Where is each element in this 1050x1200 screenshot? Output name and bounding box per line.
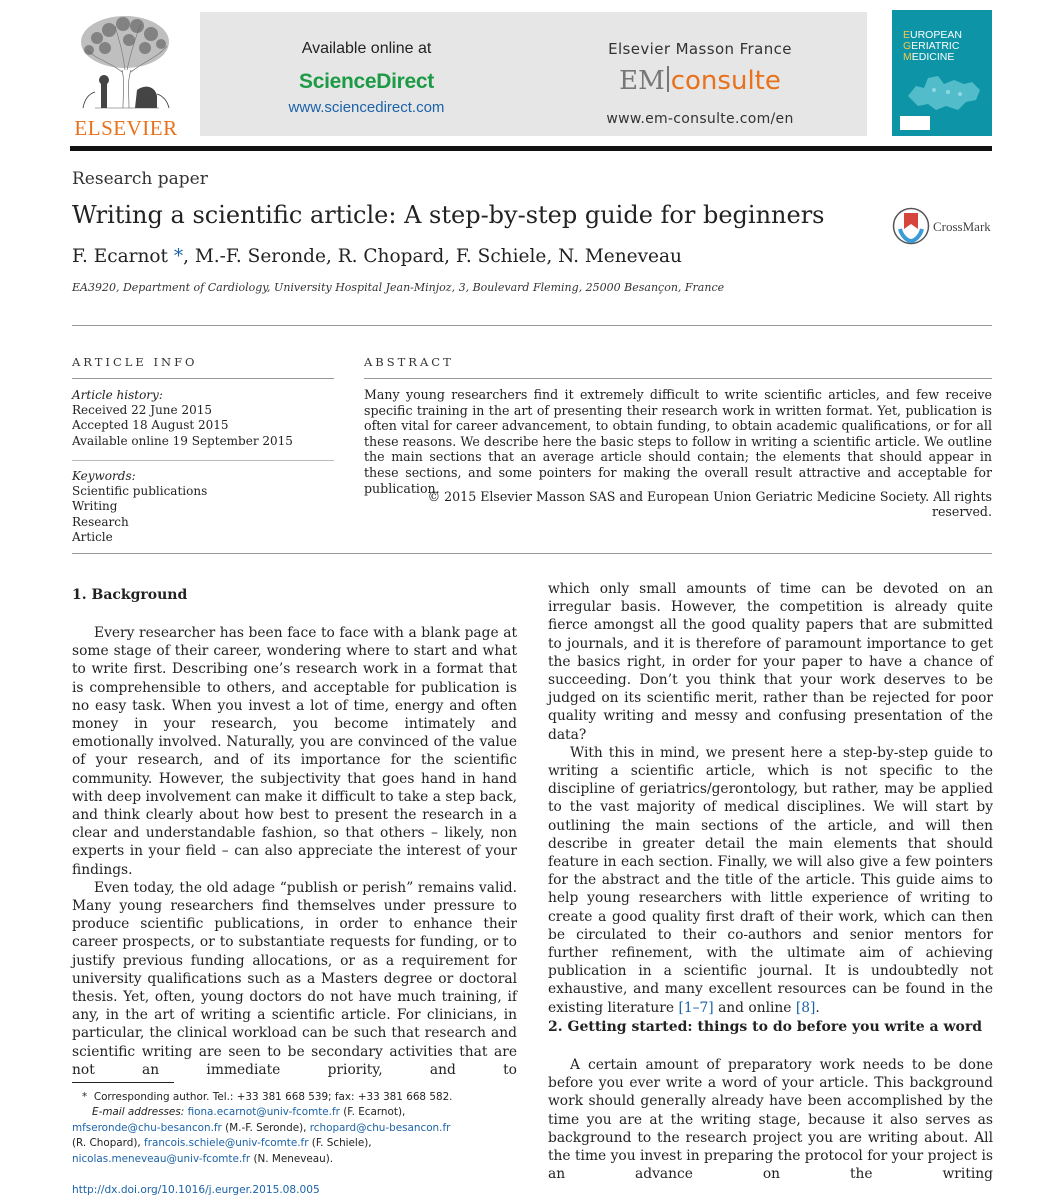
sciencedirect-logo[interactable]: ScienceDirect	[298, 70, 434, 93]
em-consulte-link[interactable]: www.em-consulte.com/en	[606, 111, 794, 127]
journal-cover[interactable]	[892, 10, 992, 136]
crossmark-label: CrossMark	[933, 219, 991, 234]
email-line	[72, 1136, 522, 1151]
email-owner: (M.-F. Seronde),	[225, 1121, 307, 1134]
citation-link[interactable]: [1–7]	[678, 999, 714, 1016]
available-date: Available online 19 September 2015	[72, 433, 293, 448]
abstract-heading: ABSTRACT	[364, 355, 454, 369]
email-owner: (F. Ecarnot),	[343, 1106, 406, 1119]
email-link[interactable]: nicolas.meneveau@univ-fcomte.fr	[72, 1152, 251, 1165]
keyword-item: Research	[72, 514, 129, 529]
em-logo-divider	[667, 66, 669, 92]
copyright-notice: © 2015 Elsevier Masson SAS and European Union Geriatric Medicine Society. All rights reserved.	[427, 489, 992, 519]
elsevier-logo	[70, 12, 182, 142]
em-logo-left: EM	[619, 66, 665, 96]
crossmark-icon	[892, 207, 930, 245]
email-label: E-mail addresses:	[92, 1106, 185, 1119]
cover-publisher-logo	[900, 116, 930, 130]
title-rule	[72, 325, 992, 326]
header-rule	[70, 146, 992, 151]
sciencedirect-block	[200, 12, 533, 136]
abstract-rule	[364, 378, 992, 379]
keyword-item: Article	[72, 529, 113, 544]
footnote	[72, 1090, 522, 1167]
history-label: Article history:	[72, 388, 163, 402]
body-paragraph	[548, 744, 993, 1017]
email-owner: (N. Meneveau).	[253, 1152, 334, 1165]
keywords-rule	[72, 460, 334, 461]
email-link[interactable]: francois.schiele@univ-fcomte.fr	[144, 1137, 309, 1150]
europe-map-icon	[898, 66, 986, 114]
em-consulte-block	[533, 12, 867, 136]
keywords	[72, 469, 207, 545]
abstract-bottom-rule	[72, 553, 992, 554]
body-paragraph-join: and online	[718, 999, 792, 1016]
section2-body	[548, 1056, 993, 1200]
cover-title-l2b: ERIATRIC	[911, 40, 960, 52]
email-link[interactable]: mfseronde@chu-besancon.fr	[72, 1121, 222, 1134]
affiliation: EA3920, Department of Cardiology, University Hospital Jean-Minjoz, 3, Boulevard Fleming, 25000 Besançon, France	[72, 281, 725, 294]
footnote-marker: *	[82, 1091, 88, 1103]
body-paragraph-text: With this in mind, we present here a step-by-step guide to writing a scientific article, which is not specific to the discipline of geriatrics/gerontology, but rather, may be applied to the vast majority of medical disciplines. We will start by outlining the main sections of the article, and will then describe in greater detail the main elements that should feature in each section. Finally, we will also give a few pointers for the abstract and the title of the article. This guide aims to help young researchers with little experience of writing to create a good quality first draft of their work, which can then be circulated to their co-authors and senior mentors for further refinement, with the ultimate aim of achieving publication in a scientific journal. It is undoubtedly not exhaustive, and many excellent resources can be found in the existing literature	[548, 744, 993, 1016]
em-logo-right: consulte	[670, 66, 781, 96]
abstract-text: Many young researchers find it extremely difficult to write scientific articles, and few receive specific training in the art of presenting their research work in written format. Yet, publication is often vital for career advancement, to obtain funding, to obtain academic qualifications, or for all these reasons. We describe here the basic steps to follow in writing a scientific article. We outline the main sections that an average article should contain; the elements that should appear in these sections, and some pointers for making the overall result attractive and acceptable for publication.	[364, 387, 992, 496]
email-line	[72, 1105, 522, 1120]
article-info-heading: ARTICLE INFO	[72, 355, 198, 369]
email-owner: (R. Chopard),	[72, 1137, 141, 1150]
corresponding-author-text: Corresponding author. Tel.: +33 381 668 539; fax: +33 381 668 582.	[93, 1091, 453, 1103]
body-paragraph-end: .	[815, 999, 820, 1016]
citation-link[interactable]: [8]	[795, 999, 816, 1016]
header-banner	[200, 12, 867, 136]
article-title: Writing a scientific article: A step-by-step guide for beginners	[72, 201, 825, 229]
corresponding-author-marker[interactable]: *	[173, 246, 184, 267]
elsevier-wordmark[interactable]: ELSEVIER	[74, 116, 178, 140]
keyword-item: Writing	[72, 499, 118, 514]
footnote-rule	[72, 1082, 174, 1083]
em-consulte-logo[interactable]	[533, 66, 867, 96]
accepted-date: Accepted 18 August 2015	[72, 418, 229, 433]
available-online-label: Available online at	[301, 40, 432, 57]
article-type: Research paper	[72, 169, 208, 189]
article-info-rule	[72, 378, 334, 379]
email-link[interactable]: fiona.ecarnot@univ-fcomte.fr	[187, 1106, 340, 1119]
cover-title-l3b: EDICINE	[911, 51, 955, 63]
cover-title-l1b: UROPEAN	[910, 29, 962, 41]
body-paragraph: A certain amount of preparatory work needs to be done before you ever write a word of your article. This background work should generally already have been accomplished by the time you are at the writing stage, because it also serves as background to the research project you are writing about. All the time you invest in preparing the protocol for your project is an advance on the writing	[548, 1057, 993, 1183]
keyword-item: Scientific publications	[72, 484, 208, 499]
cover-title-l1a: E	[903, 29, 911, 41]
right-column-body	[548, 580, 993, 1017]
author-first[interactable]: F. Ecarnot	[72, 246, 168, 267]
left-column-body	[72, 624, 517, 1097]
elsevier-tree-icon	[75, 12, 177, 112]
sciencedirect-link[interactable]: www.sciencedirect.com	[288, 99, 445, 116]
received-date: Received 22 June 2015	[72, 403, 212, 418]
email-owner: (F. Schiele),	[311, 1137, 372, 1150]
body-paragraph: Even today, the old adage “publish or perish” remains valid. Many young researchers find themselves under pressure to produce scientific publications, in order to enhance their career prospects, or to substantiate requests for funding, or to justify previous funding allocations, or as a requirement for university qualifications such as a Masters degree or doctoral thesis. Yet, often, young doctors do not have much training, if any, in the art of writing a scientific article. For clinicians, in particular, the clinical workload can be such that research and scientific writing are seen to be secondary activities that are not an immediate priority, and to	[72, 879, 517, 1078]
section-heading-background: 1. Background	[72, 587, 188, 603]
section-heading-getting-started: 2. Getting started: things to do before you write a word	[548, 1019, 983, 1035]
body-paragraph: which only small amounts of time can be devoted on an irregular basis. However, the competition is already quite fierce amongst all the good quality papers that are submitted to journals, and it is therefore of paramount importance to get the basics right, in order for your paper to have a chance of succeeding. Don’t you think that your work deserves to be judged on its scientific merit, rather than be rejected for poor quality writing and messy and confusing presentation of the data?	[548, 581, 993, 743]
corresponding-author-note	[72, 1090, 522, 1105]
email-link[interactable]: rchopard@chu-besancon.fr	[309, 1121, 451, 1134]
em-publisher-label: Elsevier Masson France	[608, 40, 792, 58]
journal-cover-title	[903, 30, 962, 63]
cover-title-l2a: G	[903, 40, 912, 52]
cover-title-l3a: M	[903, 51, 912, 63]
email-line	[72, 1152, 522, 1167]
doi-link[interactable]: http://dx.doi.org/10.1016/j.eurger.2015.08.005	[72, 1184, 320, 1196]
authors-rest[interactable]: , M.-F. Seronde, R. Chopard, F. Schiele, N. Meneveau	[183, 246, 682, 267]
author-list	[72, 246, 682, 267]
keywords-label: Keywords:	[72, 469, 136, 483]
body-paragraph: Every researcher has been face to face with a blank page at some stage of their career, wondering where to start and what to write first. Describing one’s research work in a format that is comprehensible to others, and acceptable for publication is no easy task. When you invest a lot of time, energy and often money in your research, you become intimately and emotionally involved. Naturally, you are convinced of the value of your research, and of its importance for the scientific community. However, the subjectivity that goes hand in hand with deep involvement can make it difficult to take a step back, and think clearly about how best to present the research in a clear and understandable fashion, so that others – likely, non experts in your field – can also appreciate the interest of your findings.	[72, 625, 517, 878]
article-history	[72, 388, 293, 449]
email-line	[72, 1121, 522, 1136]
